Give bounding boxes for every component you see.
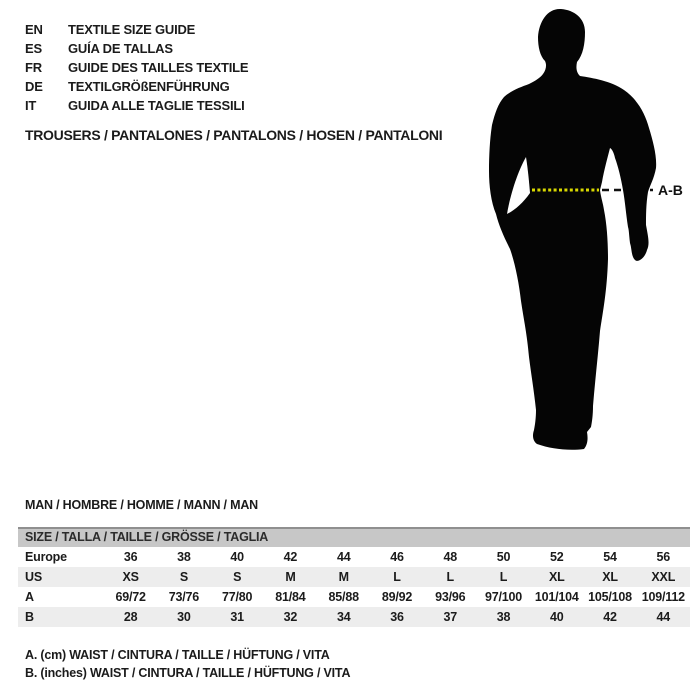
- man-body-shape: [489, 9, 656, 450]
- note-b-inches: B. (inches) WAIST / CINTURA / TAILLE / HÜFTUNG / VITA: [25, 665, 351, 680]
- man-silhouette-figure: [440, 0, 700, 480]
- size-value: M: [285, 570, 296, 584]
- table-row-us: [18, 567, 690, 587]
- size-value: XS: [122, 570, 139, 584]
- size-value: 36: [390, 610, 404, 624]
- table-row-b-inches: [18, 607, 690, 627]
- size-value: 40: [230, 550, 244, 564]
- size-value: 38: [177, 550, 191, 564]
- lang-label: TEXTILGRÖßENFÜHRUNG: [68, 79, 230, 94]
- size-value: 44: [656, 610, 671, 624]
- size-value: 101/104: [534, 590, 579, 604]
- size-value: 46: [390, 550, 404, 564]
- section-title-man: MAN / HOMBRE / HOMME / MANN / MAN: [25, 498, 258, 512]
- size-value: 50: [496, 550, 511, 564]
- size-value: L: [499, 570, 508, 584]
- size-value: 52: [550, 550, 564, 564]
- lang-row-en: [25, 20, 248, 39]
- lang-row-it: [25, 96, 248, 115]
- table-row-europe: [18, 547, 690, 567]
- size-value: 42: [283, 550, 298, 564]
- size-table: [18, 527, 690, 627]
- silhouette-svg: [440, 0, 700, 480]
- size-value: S: [179, 570, 188, 584]
- size-value: S: [233, 570, 242, 584]
- size-value: 85/88: [328, 590, 359, 604]
- size-value: 54: [603, 550, 617, 564]
- size-value: 40: [550, 610, 564, 624]
- measurement-notes: [25, 647, 350, 682]
- size-value: 69/72: [115, 590, 146, 604]
- lang-label: TEXTILE SIZE GUIDE: [68, 22, 196, 37]
- size-value: 97/100: [484, 590, 523, 604]
- lang-row-de: [25, 77, 248, 96]
- size-value: XL: [548, 570, 565, 584]
- size-value: 36: [123, 550, 138, 564]
- lang-code: EN: [25, 22, 43, 37]
- size-value: 38: [496, 610, 511, 624]
- size-value: 105/108: [588, 590, 632, 604]
- size-value: 89/92: [381, 590, 413, 604]
- size-value: 56: [656, 550, 671, 564]
- size-value: 42: [603, 610, 617, 624]
- table-row-a-cm: [18, 587, 690, 607]
- size-table-header: SIZE / TALLA / TAILLE / GRÖSSE / TAGLIA: [18, 527, 690, 547]
- size-value: 73/76: [168, 590, 200, 604]
- size-value: 34: [336, 610, 351, 624]
- size-value: 30: [177, 610, 191, 624]
- lang-code: DE: [25, 79, 43, 94]
- size-value: 28: [123, 610, 138, 624]
- size-value: 48: [443, 550, 457, 564]
- size-value: 37: [443, 610, 457, 624]
- size-value: 77/80: [222, 590, 253, 604]
- lang-code: IT: [25, 98, 37, 113]
- size-value: 32: [283, 610, 298, 624]
- category-title: TROUSERS / PANTALONES / PANTALONS / HOSEN / PANTALONI: [25, 127, 443, 143]
- row-label: A: [25, 590, 34, 604]
- size-value: 93/96: [435, 590, 466, 604]
- lang-row-es: [25, 39, 248, 58]
- lang-row-fr: [25, 58, 248, 77]
- size-value: 44: [336, 550, 351, 564]
- lang-code: FR: [25, 60, 42, 75]
- note-a-cm: A. (cm) WAIST / CINTURA / TAILLE / HÜFTUNG / VITA: [25, 648, 330, 662]
- size-value: XL: [602, 570, 618, 584]
- lang-label: GUIDE DES TAILLES TEXTILE: [68, 60, 249, 75]
- lang-label: GUÍA DE TALLAS: [68, 41, 173, 56]
- size-value: L: [393, 570, 401, 584]
- language-title-block: [25, 20, 248, 115]
- size-value: 31: [230, 610, 244, 624]
- size-value: L: [446, 570, 454, 584]
- size-value: 81/84: [275, 590, 306, 604]
- size-value: M: [338, 570, 349, 584]
- row-label: US: [25, 570, 42, 584]
- row-label: B: [25, 610, 34, 624]
- size-value: XXL: [651, 570, 676, 584]
- size-value: 109/112: [641, 590, 685, 604]
- lang-label: GUIDA ALLE TAGLIE TESSILI: [68, 98, 245, 113]
- row-label: Europe: [25, 550, 67, 564]
- lang-code: ES: [25, 41, 42, 56]
- measure-label: A-B: [658, 182, 683, 198]
